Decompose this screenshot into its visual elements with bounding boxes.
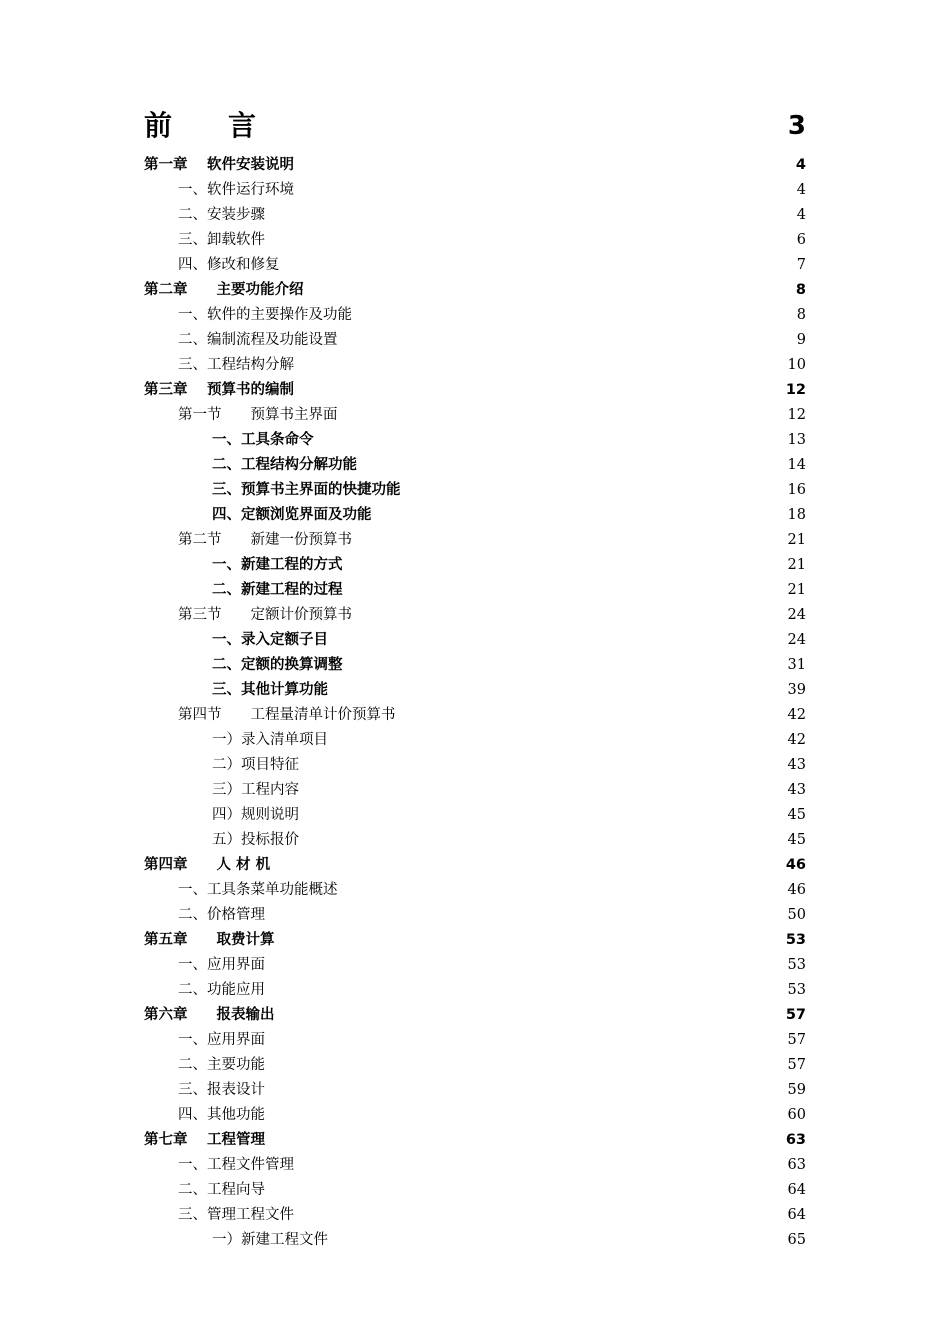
toc-entry-label: 二）项目特征 — [212, 757, 299, 773]
toc-entry-label: 三、其他计算功能 — [212, 682, 328, 698]
toc-page-number: 4 — [795, 157, 806, 173]
toc-page-number: 46 — [787, 882, 806, 898]
toc-page-number: 57 — [785, 1007, 806, 1023]
toc-page-number: 39 — [787, 682, 806, 698]
toc-page-number: 57 — [787, 1057, 806, 1073]
toc-entry-label: 五）投标报价 — [212, 832, 299, 848]
toc-section-entry[interactable] — [144, 403, 806, 428]
toc-section-entry[interactable] — [144, 653, 806, 678]
toc-entry-label: 一、软件运行环境 — [178, 182, 294, 198]
toc-section-entry[interactable] — [144, 203, 806, 228]
toc-page-number: 18 — [787, 507, 806, 523]
toc-section-entry[interactable] — [144, 628, 806, 653]
toc-page-number: 45 — [787, 807, 806, 823]
toc-section-entry[interactable] — [144, 1203, 806, 1228]
toc-page-number: 16 — [787, 482, 806, 498]
toc-entry-label: 二、工程结构分解功能 — [212, 457, 357, 473]
toc-page-number: 4 — [796, 182, 806, 198]
toc-page-number: 21 — [787, 557, 806, 573]
toc-page-number: 8 — [796, 307, 806, 323]
toc-section-entry[interactable] — [144, 703, 806, 728]
toc-section-entry[interactable] — [144, 953, 806, 978]
toc-page-number: 63 — [785, 1132, 806, 1148]
toc-entry-label: 一、工具条命令 — [212, 432, 314, 448]
toc-chapter-entry[interactable] — [144, 1003, 806, 1028]
toc-section-entry[interactable] — [144, 578, 806, 603]
toc-page-number: 65 — [787, 1232, 806, 1248]
toc-chapter-entry[interactable] — [144, 153, 806, 178]
toc-entry-label: 一、软件的主要操作及功能 — [178, 307, 352, 323]
toc-entry-label: 第二章 主要功能介绍 — [144, 282, 304, 298]
toc-page-number: 9 — [796, 332, 806, 348]
toc-section-entry[interactable] — [144, 503, 806, 528]
toc-entry-label: 一、应用界面 — [178, 957, 265, 973]
toc-entry-label: 第四章 人 材 机 — [144, 857, 271, 873]
toc-entry-label: 三、管理工程文件 — [178, 1207, 294, 1223]
toc-entry-label: 一）录入清单项目 — [212, 732, 328, 748]
toc-section-entry[interactable] — [144, 353, 806, 378]
toc-page-number: 59 — [787, 1082, 806, 1098]
toc-page-number: 3 — [787, 111, 806, 141]
toc-page-number: 24 — [787, 632, 806, 648]
toc-section-entry[interactable] — [144, 553, 806, 578]
toc-entry-label: 三）工程内容 — [212, 782, 299, 798]
toc-page-number: 57 — [787, 1032, 806, 1048]
toc-entry-label: 第三节 定额计价预算书 — [178, 607, 352, 623]
toc-page-number: 42 — [787, 732, 806, 748]
toc-page-number: 46 — [785, 857, 806, 873]
toc-entry-label: 第五章 取费计算 — [144, 932, 275, 948]
toc-page-number: 53 — [785, 932, 806, 948]
toc-page-number: 21 — [787, 582, 806, 598]
toc-entry-label: 一、录入定额子目 — [212, 632, 328, 648]
toc-entry-label: 二、安装步骤 — [178, 207, 265, 223]
toc-section-entry[interactable] — [144, 1103, 806, 1128]
toc-section-entry[interactable] — [144, 603, 806, 628]
toc-entry-label: 二、新建工程的过程 — [212, 582, 343, 598]
toc-entry-label: 第六章 报表输出 — [144, 1007, 275, 1023]
toc-section-entry[interactable] — [144, 678, 806, 703]
toc-entry-label: 二、工程向导 — [178, 1182, 265, 1198]
toc-entry-label: 第二节 新建一份预算书 — [178, 532, 352, 548]
toc-chapter-entry[interactable] — [144, 278, 806, 303]
toc-page-number: 64 — [787, 1182, 806, 1198]
toc-page-number: 6 — [796, 232, 806, 248]
toc-entry-label: 第四节 工程量清单计价预算书 — [178, 707, 396, 723]
toc-page-number: 45 — [787, 832, 806, 848]
toc-chapter-entry[interactable] — [144, 928, 806, 953]
toc-page-number: 24 — [787, 607, 806, 623]
table-of-contents — [144, 104, 806, 1253]
toc-entry-label: 三、工程结构分解 — [178, 357, 294, 373]
toc-section-entry[interactable] — [144, 1228, 806, 1253]
toc-entry-label: 一、应用界面 — [178, 1032, 265, 1048]
toc-entry-label: 四、其他功能 — [178, 1107, 265, 1123]
toc-section-entry[interactable] — [144, 303, 806, 328]
toc-section-entry[interactable] — [144, 728, 806, 753]
toc-section-entry[interactable] — [144, 1053, 806, 1078]
toc-section-entry[interactable] — [144, 1153, 806, 1178]
toc-entry-label: 一、新建工程的方式 — [212, 557, 343, 573]
toc-entry-label: 四、修改和修复 — [178, 257, 280, 273]
toc-entry-label: 第一节 预算书主界面 — [178, 407, 338, 423]
toc-section-entry[interactable] — [144, 1078, 806, 1103]
toc-entry-label: 一）新建工程文件 — [212, 1232, 328, 1248]
toc-page-number: 12 — [785, 382, 806, 398]
toc-entry-label: 三、卸载软件 — [178, 232, 265, 248]
toc-section-entry[interactable] — [144, 878, 806, 903]
toc-section-entry[interactable] — [144, 228, 806, 253]
toc-title-label: 前 言 — [144, 109, 257, 142]
toc-entry-label: 三、报表设计 — [178, 1082, 265, 1098]
toc-page-number: 53 — [787, 957, 806, 973]
toc-chapter-entry[interactable] — [144, 378, 806, 403]
toc-page-number: 43 — [787, 757, 806, 773]
toc-section-entry[interactable] — [144, 903, 806, 928]
toc-page-number: 12 — [787, 407, 806, 423]
toc-section-entry[interactable] — [144, 478, 806, 503]
toc-page-number: 43 — [787, 782, 806, 798]
toc-entry-label: 二、编制流程及功能设置 — [178, 332, 338, 348]
toc-page-number: 7 — [796, 257, 806, 273]
toc-page-number: 4 — [796, 207, 806, 223]
toc-entry-label: 第三章 预算书的编制 — [144, 382, 295, 398]
toc-chapter-entry[interactable] — [144, 1128, 806, 1153]
toc-entry-label: 三、预算书主界面的快捷功能 — [212, 482, 401, 498]
toc-section-entry[interactable] — [144, 828, 806, 853]
toc-entry-label: 四）规则说明 — [212, 807, 299, 823]
toc-page-number: 50 — [787, 907, 806, 923]
toc-section-entry[interactable] — [144, 528, 806, 553]
toc-section-entry[interactable] — [144, 253, 806, 278]
toc-section-entry[interactable] — [144, 1028, 806, 1053]
toc-entry-label: 四、定额浏览界面及功能 — [212, 507, 372, 523]
toc-section-entry[interactable] — [144, 328, 806, 353]
toc-page-number: 42 — [787, 707, 806, 723]
toc-section-entry[interactable] — [144, 978, 806, 1003]
toc-section-entry[interactable] — [144, 1178, 806, 1203]
toc-page-number: 64 — [787, 1207, 806, 1223]
toc-entry-label: 第一章 软件安装说明 — [144, 157, 295, 173]
toc-entry-label: 二、功能应用 — [178, 982, 265, 998]
toc-section-entry[interactable] — [144, 178, 806, 203]
toc-page-number: 13 — [787, 432, 806, 448]
toc-page-number: 14 — [787, 457, 806, 473]
toc-section-entry[interactable] — [144, 803, 806, 828]
toc-page-number: 8 — [795, 282, 806, 298]
toc-entry-label: 二、主要功能 — [178, 1057, 265, 1073]
toc-section-entry[interactable] — [144, 453, 806, 478]
toc-title-entry[interactable] — [144, 104, 806, 148]
toc-page-number: 53 — [787, 982, 806, 998]
toc-entry-list — [144, 153, 806, 1253]
toc-page-number: 10 — [787, 357, 806, 373]
toc-section-entry[interactable] — [144, 778, 806, 803]
toc-entry-label: 二、定额的换算调整 — [212, 657, 343, 673]
toc-entry-label: 一、工程文件管理 — [178, 1157, 294, 1173]
toc-chapter-entry[interactable] — [144, 853, 806, 878]
toc-entry-label: 一、工具条菜单功能概述 — [178, 882, 338, 898]
toc-entry-label: 第七章 工程管理 — [144, 1132, 266, 1148]
toc-entry-label: 二、价格管理 — [178, 907, 265, 923]
toc-page-number: 31 — [787, 657, 806, 673]
toc-section-entry[interactable] — [144, 428, 806, 453]
toc-page-number: 21 — [787, 532, 806, 548]
toc-page-number: 60 — [787, 1107, 806, 1123]
toc-page-number: 63 — [787, 1157, 806, 1173]
toc-section-entry[interactable] — [144, 753, 806, 778]
